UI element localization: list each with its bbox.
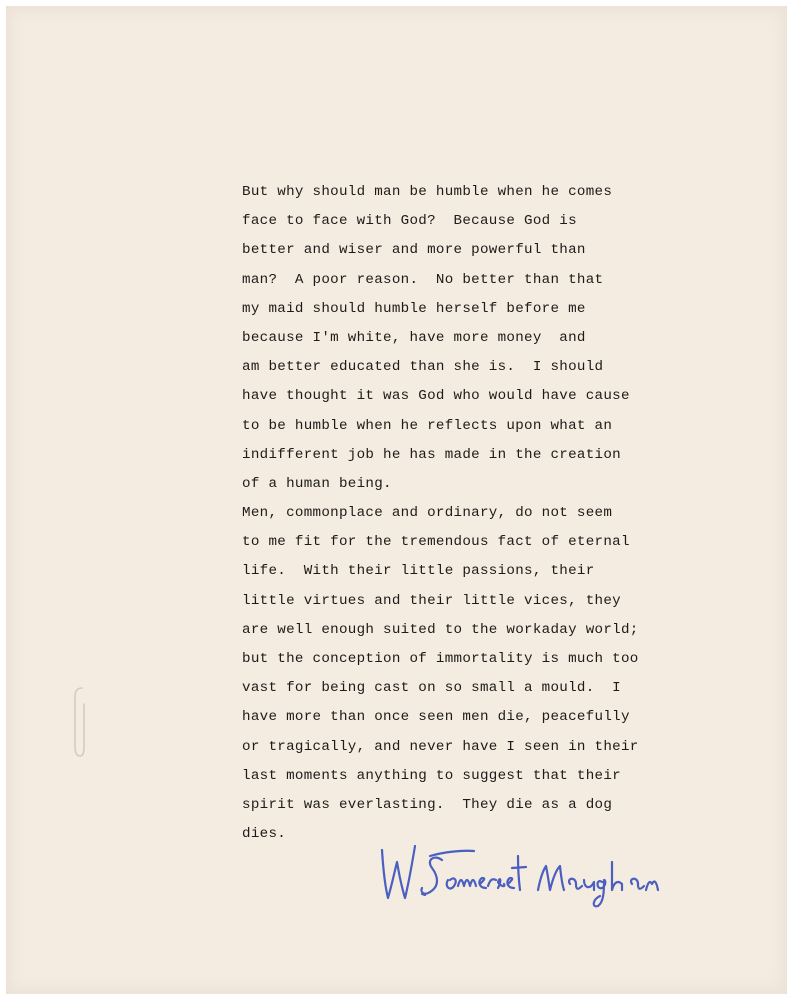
typewritten-sheet: [6, 6, 787, 994]
text-line: life. With their little passions, their: [242, 563, 595, 580]
typed-text: [242, 178, 762, 849]
handwritten-signature: [370, 836, 670, 908]
text-line: face to face with God? Because God is: [242, 213, 577, 230]
text-line: to me fit for the tremendous fact of eternal: [242, 534, 630, 551]
text-line: because I'm white, have more money and: [242, 329, 586, 346]
text-line: man? A poor reason. No better than that: [242, 271, 604, 288]
paperclip-impression-icon: [72, 686, 86, 758]
text-line: spirit was everlasting. They die as a dog: [242, 796, 613, 813]
text-line: have more than once seen men die, peacefully: [242, 709, 630, 726]
text-line: am better educated than she is. I should: [242, 359, 604, 376]
text-line: better and wiser and more powerful than: [242, 242, 586, 259]
text-line: last moments anything to suggest that their: [242, 767, 621, 784]
text-line: vast for being cast on so small a mould. I: [242, 680, 621, 697]
text-line: to be humble when he reflects upon what an: [242, 417, 613, 434]
text-line: have thought it was God who would have cause: [242, 388, 630, 405]
text-line: my maid should humble herself before me: [242, 300, 586, 317]
text-line: but the conception of immortality is much too: [242, 651, 639, 667]
text-line: or tragically, and never have I seen in their: [242, 738, 639, 755]
text-line: of a human being.: [242, 475, 392, 492]
text-line: little virtues and their little vices, they: [242, 592, 621, 609]
text-line: Men, commonplace and ordinary, do not seem: [242, 505, 613, 522]
text-line: are well enough suited to the workaday world;: [242, 621, 639, 638]
text-line: But why should man be humble when he comes: [242, 184, 613, 200]
text-line: dies.: [242, 826, 287, 843]
text-line: indifferent job he has made in the creation: [242, 446, 621, 463]
